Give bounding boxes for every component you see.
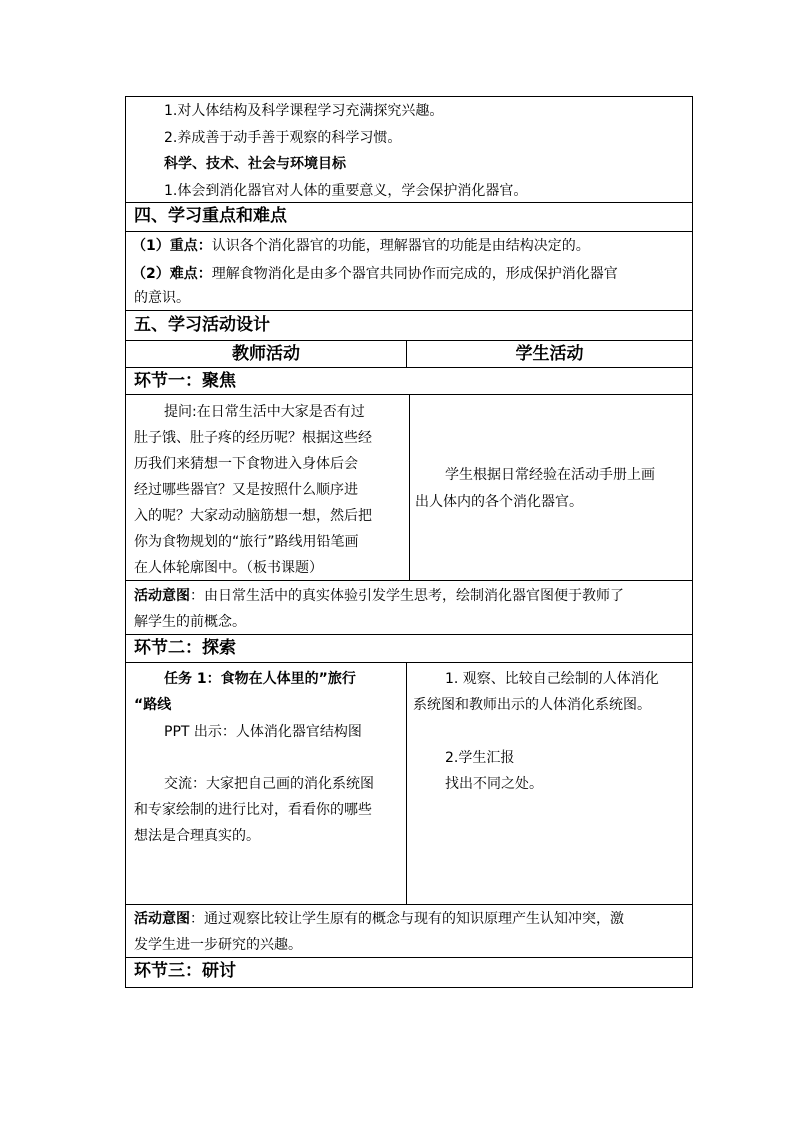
column-divider xyxy=(409,395,410,580)
student-report: 2.学生汇报 xyxy=(445,750,515,766)
section-2-title: 环节二：探索 xyxy=(134,638,236,658)
task-1-title: 任务 1：食物在人体里的”旅行 xyxy=(164,671,356,687)
teacher-line: 提问:在日常生活中大家是否有过 xyxy=(164,404,365,420)
stse-goal-title: 科学、技术、社会与环境目标 xyxy=(164,156,346,172)
key-points-row xyxy=(126,232,692,311)
goals-row xyxy=(126,97,692,203)
focus-text: 认识各个消化器官的功能，理解器官的功能是由结构决定的。 xyxy=(211,238,590,254)
intent-line-cont: 解学生的前概念。 xyxy=(134,614,246,630)
intent-line-cont: 发学生进一步研究的兴趣。 xyxy=(134,937,302,953)
intent-line xyxy=(134,586,624,606)
section-1-title: 环节一：聚焦 xyxy=(134,371,236,391)
activities-heading-row xyxy=(126,311,692,341)
teacher-line: 你为食物规划的“旅行”路线用铅笔画 xyxy=(134,534,359,550)
intent-label: 活动意图 xyxy=(134,588,190,604)
stse-goal-1: 1.体会到消化器官对人体的重要意义，学会保护消化器官。 xyxy=(164,183,528,199)
difficulty-text: 理解食物消化是由多个器官共同协作而完成的，形成保护消化器官 xyxy=(211,266,618,282)
exchange-line: 交流：大家把自己画的消化系统图 xyxy=(164,776,374,792)
task-1-title-cont: “路线 xyxy=(134,697,172,713)
ppt-display: PPT 出示：人体消化器官结构图 xyxy=(164,724,362,740)
teacher-column-header: 教师活动 xyxy=(232,344,300,364)
exchange-line: 想法是合理真实的。 xyxy=(134,828,260,844)
section-1-title-row xyxy=(126,368,692,395)
teacher-line: 在人体轮廓图中。（板书课题） xyxy=(134,560,323,576)
student-find-differences: 找出不同之处。 xyxy=(445,776,543,792)
intent-text: ：通过观察比较让学生原有的概念与现有的知识原理产生认知冲突，激 xyxy=(190,911,624,927)
section-2-content-row xyxy=(126,663,692,905)
intent-label: 活动意图 xyxy=(134,911,190,927)
section-1-content-row xyxy=(126,395,692,581)
difficulty-text-cont: 的意识。 xyxy=(134,290,190,306)
teacher-line: 历我们来猜想一下食物进入身体后会 xyxy=(134,456,358,472)
key-points-heading-row xyxy=(126,203,692,232)
intent-text: ：由日常生活中的真实体验引发学生思考，绘制消化器官图便于教师了 xyxy=(190,588,624,604)
key-points-heading: 四、学习重点和难点 xyxy=(134,206,287,226)
column-divider xyxy=(406,663,407,904)
intent-line xyxy=(134,909,624,929)
student-line: 出人体内的各个消化器官。 xyxy=(415,494,583,510)
student-line: 1. 观察、比较自己绘制的人体消化 xyxy=(445,671,659,687)
section-1-intent-row xyxy=(126,581,692,635)
teacher-line: 经过哪些器官？又是按照什么顺序进 xyxy=(134,482,358,498)
section-2-title-row xyxy=(126,635,692,663)
student-column-header: 学生活动 xyxy=(515,344,584,364)
attitude-goal-2: 2.养成善于动手善于观察的科学习惯。 xyxy=(164,130,402,146)
attitude-goal-1: 1.对人体结构及科学课程学习充满探究兴趣。 xyxy=(164,103,444,119)
difficulty-label: （2）难点： xyxy=(132,266,212,282)
section-2-intent-row xyxy=(126,905,692,958)
focus-line xyxy=(132,236,590,256)
activities-heading: 五、学习活动设计 xyxy=(134,315,270,335)
lesson-plan-table xyxy=(125,96,693,988)
teacher-line: 肚子饿、肚子疼的经历呢？根据这些经 xyxy=(134,430,372,446)
focus-label: （1）重点： xyxy=(132,238,212,254)
student-line: 学生根据日常经验在活动手册上画 xyxy=(445,467,655,483)
column-header-row xyxy=(126,341,692,368)
difficulty-line xyxy=(132,264,618,284)
student-line: 系统图和教师出示的人体消化系统图。 xyxy=(413,697,651,713)
section-3-title: 环节三：研讨 xyxy=(134,961,236,981)
exchange-line: 和专家绘制的进行比对，看看你的哪些 xyxy=(134,802,372,818)
teacher-line: 入的呢？大家动动脑筋想一想，然后把 xyxy=(134,508,372,524)
section-3-title-row xyxy=(126,958,692,987)
